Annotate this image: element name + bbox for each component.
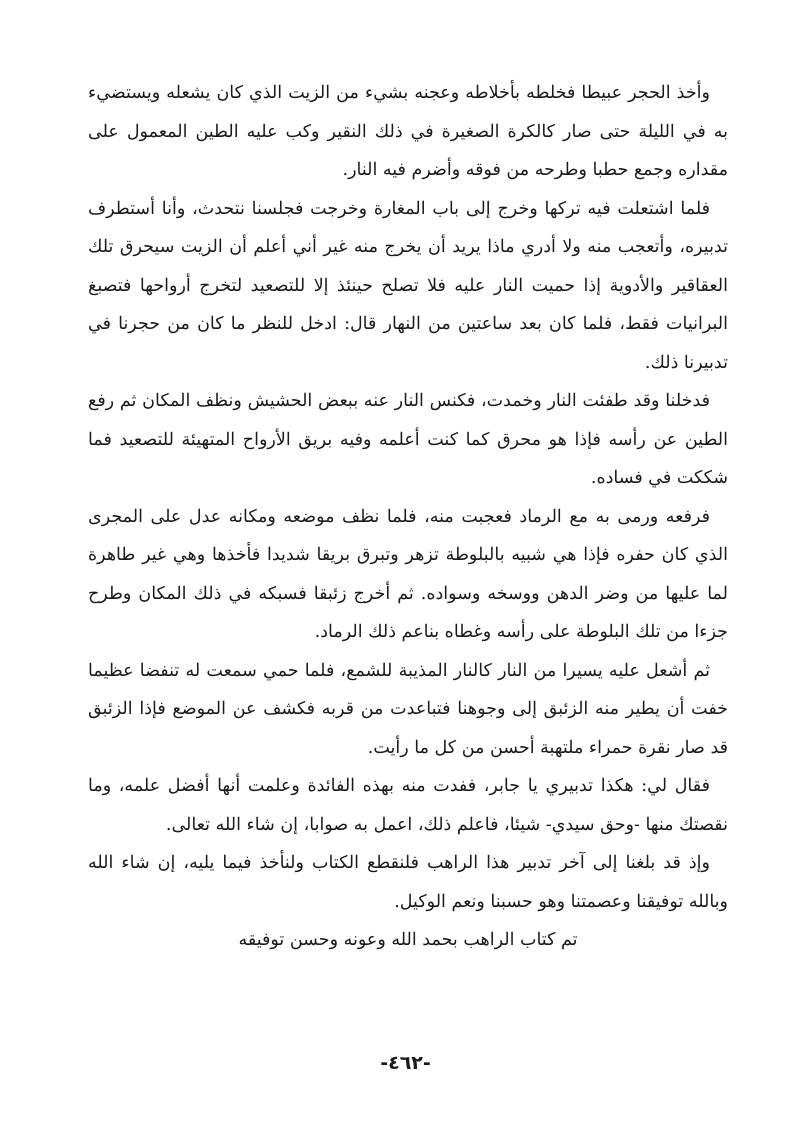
page-body bbox=[88, 74, 728, 960]
closing-line: تم كتاب الراهب بحمد الله وعونه وحسن توفيقه bbox=[238, 930, 578, 950]
paragraph-7: وإذ قد بلغنا إلى آخر تدبير هذا الراهب فلنقطع الكتاب ولنأخذ فيما يليه، إن شاء الله وبالله توفيقنا وعصمتنا وهو حسبنا ونعم الوكيل. bbox=[88, 853, 728, 912]
paragraph-3: فدخلنا وقد طفئت النار وخمدت، فكنس النار عنه ببعض الحشيش ونظف المكان ثم رفع الطين عن رأسه فإذا هو محرق كما كنت أعلمه وفيه بريق الأرواح المتهيئة للتصعيد فما شككت في فساده. bbox=[88, 391, 728, 488]
paragraph-4: فرفعه ورمى به مع الرماد فعجبت منه، فلما نظف موضعه ومكانه عدل على المجرى الذي كان حفره فإذا هي شبيه بالبلوطة تزهر وتبرق بريقا شديدا فأخذها وهي غير طاهرة لما عليها من وضر الدهن ووسخه وسواده. ثم أخرج زئبقا فسبكه في ذلك المكان وطرح جزءا من تلك البلوطة على رأسه وغطاه بناعم ذلك الرماد. bbox=[88, 506, 728, 642]
paragraph-5: ثم أشعل عليه يسيرا من النار كالنار المذيبة للشمع، فلما حمي سمعت له تنفضا عظيما خفت أن يطير منه الزئبق إلى وجوهنا فتباعدت من قربه فكشف عن الموضع فإذا الزئبق قد صار نقرة حمراء ملتهبة أحسن من كل ما رأيت. bbox=[88, 660, 728, 758]
paragraph-2: فلما اشتعلت فيه تركها وخرج إلى باب المغارة وخرجت فجلسنا نتحدث، وأنا أستطرف تدبيره، وأتعجب منه ولا أدري ماذا يريد أن يخرج منه غير أني أعلم أن الزيت سيحرق تلك العقاقير والأدوية إذا حميت النار عليه فلا تصلح حينئذ إلا للتصعيد لتخرج أرواحها فتصبغ البرانيات فقط، فلما كان بعد ساعتين من النهار قال: ادخل للنظر ما كان من حجرنا في تدبيرنا ذلك. bbox=[88, 198, 728, 373]
paragraph-6: فقال لي: هكذا تدبيري يا جابر، ففدت منه بهذه الفائدة وعلمت أنها أفضل علمه، وما نقصتك منها -وحق سيدي- شيئا، فاعلم ذلك، اعمل به صوابا، إن شاء الله تعالى. bbox=[88, 776, 728, 835]
paragraph-1: وأخذ الحجر عبيطا فخلطه بأخلاطه وعجنه بشيء من الزيت الذي كان يشعله ويستضيء به في الليلة حتى صار كالكرة الصغيرة في ذلك النقير وكب عليه الطين المعمول على مقداره وجمع حطبا وطرحه من فوقه وأضرم فيه النار. bbox=[88, 83, 728, 180]
page-number: -٤٦٢- bbox=[380, 1052, 431, 1074]
